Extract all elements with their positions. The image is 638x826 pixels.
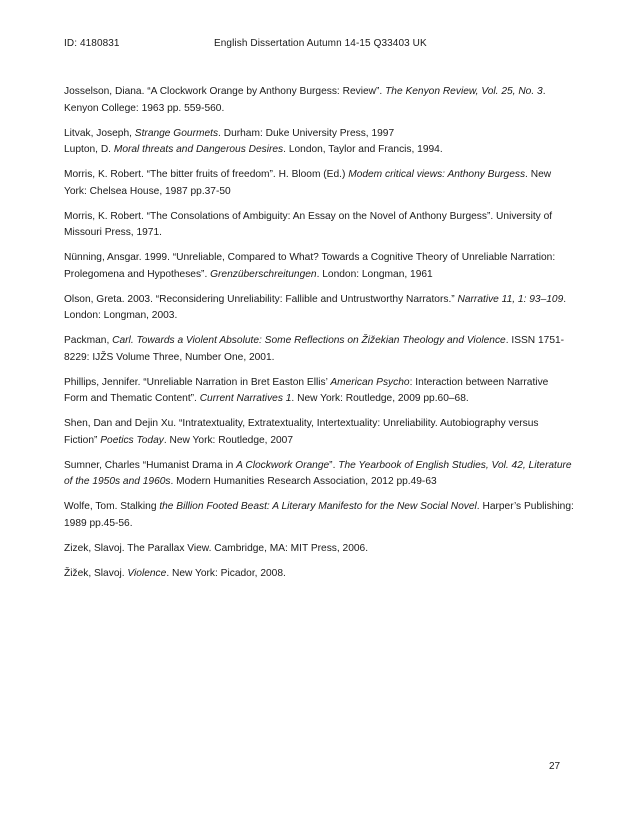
entry-text: . Modern Humanities Research Association, 2012 pp.49-63 [170,476,437,487]
entry-text: . New York: Routledge, 2009 pp.60–68. [291,393,469,404]
entry-text: . New York: Routledge, 2007 [163,434,293,446]
entry-text: . New York: Picador, 2008. [166,567,286,579]
entry-text: Sumner, Charles “Humanist Drama in [64,459,237,471]
bibliography-entry [64,333,574,366]
entry-text: Wolfe, Tom. Stalking [64,501,160,512]
entry-text: . New York: Chelsea House, 1987 pp.37-50 [64,169,552,197]
bibliography-entry [64,209,574,242]
entry-title-italic: Modem critical views: Anthony Burgess [348,169,526,180]
entry-text: Litvak, Joseph, [64,127,135,139]
entry-text: Morris, K. Robert. “The Consolations of Ambiguity: An Essay on the Novel of Anthony Burgess”. University of Missouri Press, 1971. [64,210,553,238]
entry-title-italic: Carl. Towards a Violent Absolute: Some Reflections on Žižekian Theology and Violence [112,335,506,346]
entry-text: . London: Longman, 2003. [64,293,567,321]
entry-title-italic: A Clockwork Orange [236,459,330,471]
bibliography-entry [64,416,574,449]
entry-title-italic: Violence [127,567,167,579]
entry-text: Josselson, Diana. “A Clockwork Orange by Anthony Burgess: Review”. [64,86,386,97]
bibliography-entry [64,541,574,558]
entry-title-italic: The Yearbook of English Studies, Vol. 42, Literature of the 1950s and 1960s [64,459,572,487]
entry-title-italic: Grenzüberschreitungen [210,268,317,280]
bibliography-entry [64,84,574,117]
bibliography-entry [64,375,574,408]
bibliography-entry [64,292,574,325]
entry-text: Žižek, Slavoj. [64,567,128,579]
entry-text: Nünning, Ansgar. 1999. “Unreliable, Compared to What? Towards a Cognitive Theory of Unreliable Narration: Prolegomena and Hypotheses”. [64,252,556,280]
entry-text: . Kenyon College: 1963 pp. 559-560. [64,86,546,114]
entry-text: Zizek, Slavoj. The Parallax View. Cambridge, MA: MIT Press, 2006. [64,542,369,554]
bibliography-entry [64,126,574,143]
entry-text: Morris, K. Robert. “The bitter fruits of freedom”. H. Bloom (Ed.) [64,169,349,180]
entry-text: Packman, [64,335,113,346]
entry-title-italic: The Kenyon Review, Vol. 25, No. 3 [385,86,543,97]
entry-text: Shen, Dan and Dejin Xu. “Intratextuality, Extratextuality, Intertextuality: Unreliability. Autobiography versus Fiction” [64,418,539,446]
entry-text: . Durham: Duke University Press, 1997 [218,127,395,139]
entry-text: . Harper’s Publishing: 1989 pp.45-56. [64,501,574,529]
entry-text: . London: Longman, 1961 [316,268,433,280]
entry-text: ”. [329,459,339,471]
bibliography-list [64,84,574,591]
entry-text: Lupton, D. [64,144,114,155]
entry-title-italic: Moral threats and Dangerous Desires [113,144,284,155]
student-id: ID: 4180831 [64,38,120,49]
entry-title-italic: Current Narratives 1 [199,393,292,404]
entry-text: : Interaction between Narrative Form and Thematic Content”. [64,376,549,404]
bibliography-entry [64,167,574,200]
bibliography-entry [64,499,574,532]
entry-text: Olson, Greta. 2003. “Reconsidering Unreliability: Fallible and Untrustworthy Narrators.” [64,293,458,305]
bibliography-entry [64,458,574,491]
entry-title-italic: American Psycho [330,376,410,388]
entry-text: Phillips, Jennifer. “Unreliable Narration in Bret Easton Ellis’ [64,376,331,388]
bibliography-entry [64,250,574,283]
entry-title-italic: Poetics Today [100,434,164,446]
entry-title-italic: the Billion Footed Beast: A Literary Manifesto for the New Social Novel [159,501,477,512]
entry-text: . London, Taylor and Francis, 1994. [283,144,443,155]
entry-title-italic: Narrative 11, 1: 93–109 [457,293,564,305]
entry-text: . ISSN 1751-8229: IJŽS Volume Three, Number One, 2001. [64,335,565,363]
entry-title-italic: Strange Gourmets [134,127,219,139]
page-number: 27 [549,761,561,772]
bibliography-entry [64,142,574,159]
course-title: English Dissertation Autumn 14-15 Q33403 UK [214,38,427,49]
bibliography-entry [64,566,574,583]
